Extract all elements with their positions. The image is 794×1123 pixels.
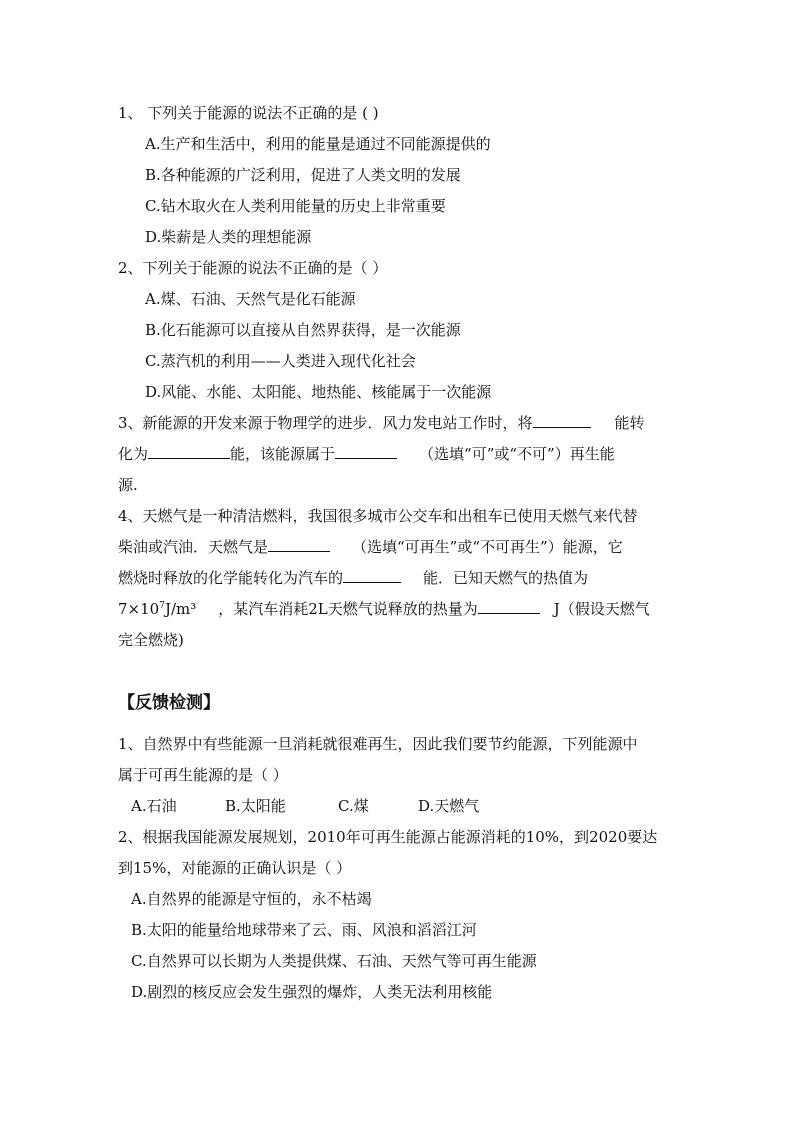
fb-q1-choice-b: B.太阳能	[225, 797, 286, 815]
q3-blank-1[interactable]	[533, 413, 591, 428]
q3-line-2	[118, 441, 678, 467]
fb-q2-option-d: D.剧烈的核反应会发生强烈的爆炸，人类无法利用核能	[131, 983, 493, 1001]
q4-line-5: 完全燃烧)	[118, 631, 184, 649]
fb-q2-option-c: C.自然界可以长期为人类提供煤、石油、天然气等可再生能源	[131, 952, 537, 970]
q3-text-2b: 能，该能源属于	[230, 445, 336, 463]
q2-option-d: D.风能、水能、太阳能、地热能、核能属于一次能源	[145, 383, 492, 401]
q4-line-2	[118, 534, 678, 560]
q2-option-c: C.蒸汽机的利用——人类进入现代化社会	[145, 352, 416, 370]
q3-line-3: 源.	[118, 476, 138, 494]
q4-text-2a: 柴油或汽油．天燃气是	[118, 538, 269, 556]
q1-option-b: B.各种能源的广泛利用，促进了人类文明的发展	[145, 166, 461, 184]
fb-q1-choice-c: C.煤	[338, 797, 369, 815]
q3-text-1b: 能转	[614, 414, 645, 432]
q1-option-a: A.生产和生活中，利用的能量是通过不同能源提供的	[145, 135, 491, 153]
feedback-heading: 【反馈检测】	[118, 693, 220, 713]
q4-line-3	[118, 565, 678, 591]
q3-blank-2[interactable]	[148, 444, 230, 459]
fb-q2-line-1: 2、根据我国能源发展规划，2010年可再生能源占能源消耗的10%，到2020要达	[118, 828, 658, 846]
q2-option-b: B.化石能源可以直接从自然界获得，是一次能源	[145, 321, 461, 339]
q4-text-3b: 能．已知天燃气的热值为	[423, 569, 589, 587]
q2-option-a: A.煤、石油、天然气是化石能源	[145, 290, 356, 308]
q1-option-d: D.柴薪是人类的理想能源	[145, 228, 312, 246]
q4-line-1: 4、天燃气是一种清洁燃料，我国很多城市公交车和出租车已使用天燃气来代替	[118, 507, 638, 525]
q3-blank-3[interactable]	[335, 444, 397, 459]
q3-line-1	[118, 410, 678, 436]
fb-q1-line-1: 1、自然界中有些能源一旦消耗就很难再生，因此我们要节约能源，下列能源中	[118, 735, 638, 753]
q1-option-c: C.钻木取火在人类利用能量的历史上非常重要	[145, 197, 446, 215]
q2-stem: 2、下列关于能源的说法不正确的是（ ）	[118, 259, 388, 277]
q4-blank-3[interactable]	[478, 599, 540, 614]
fb-q1-choice-a: A.石油	[131, 797, 177, 815]
fb-q1-line-2: 属于可再生能源的是（ ）	[118, 766, 288, 784]
fb-q1-choice-d: D.天燃气	[418, 797, 480, 815]
q3-text-1a: 3、新能源的开发来源于物理学的进步．风力发电站工作时，将	[118, 414, 533, 432]
fb-q1-choices	[131, 793, 691, 819]
q4-blank-1[interactable]	[268, 537, 330, 552]
fb-q2-option-b: B.太阳的能量给地球带来了云、雨、风浪和滔滔江河	[131, 921, 477, 939]
q3-text-2a: 化为	[118, 445, 149, 463]
q4-blank-2[interactable]	[343, 568, 401, 583]
q4-heat-value: $7\times 10^7J/m^3$	[118, 600, 197, 618]
q4-text-3a: 燃烧时释放的化学能转化为汽车的	[118, 569, 344, 587]
q4-text-4c: J（假设天燃气	[553, 600, 650, 618]
fb-q2-option-a: A.自然界的能源是守恒的，永不枯竭	[131, 890, 372, 908]
q3-text-2c: （选填“可”或“不可”）再生能	[419, 445, 615, 463]
q4-text-2b: （选填“可再生”或“不可再生”）能源，它	[352, 538, 623, 556]
q1-stem: 1、 下列关于能源的说法不正确的是 ( )	[118, 104, 379, 122]
q4-line-4	[118, 596, 678, 622]
q4-text-4b: ，某汽车消耗2L天燃气说释放的热量为	[218, 600, 478, 618]
fb-q2-line-2: 到15%，对能源的正确认识是（ ）	[118, 859, 352, 877]
